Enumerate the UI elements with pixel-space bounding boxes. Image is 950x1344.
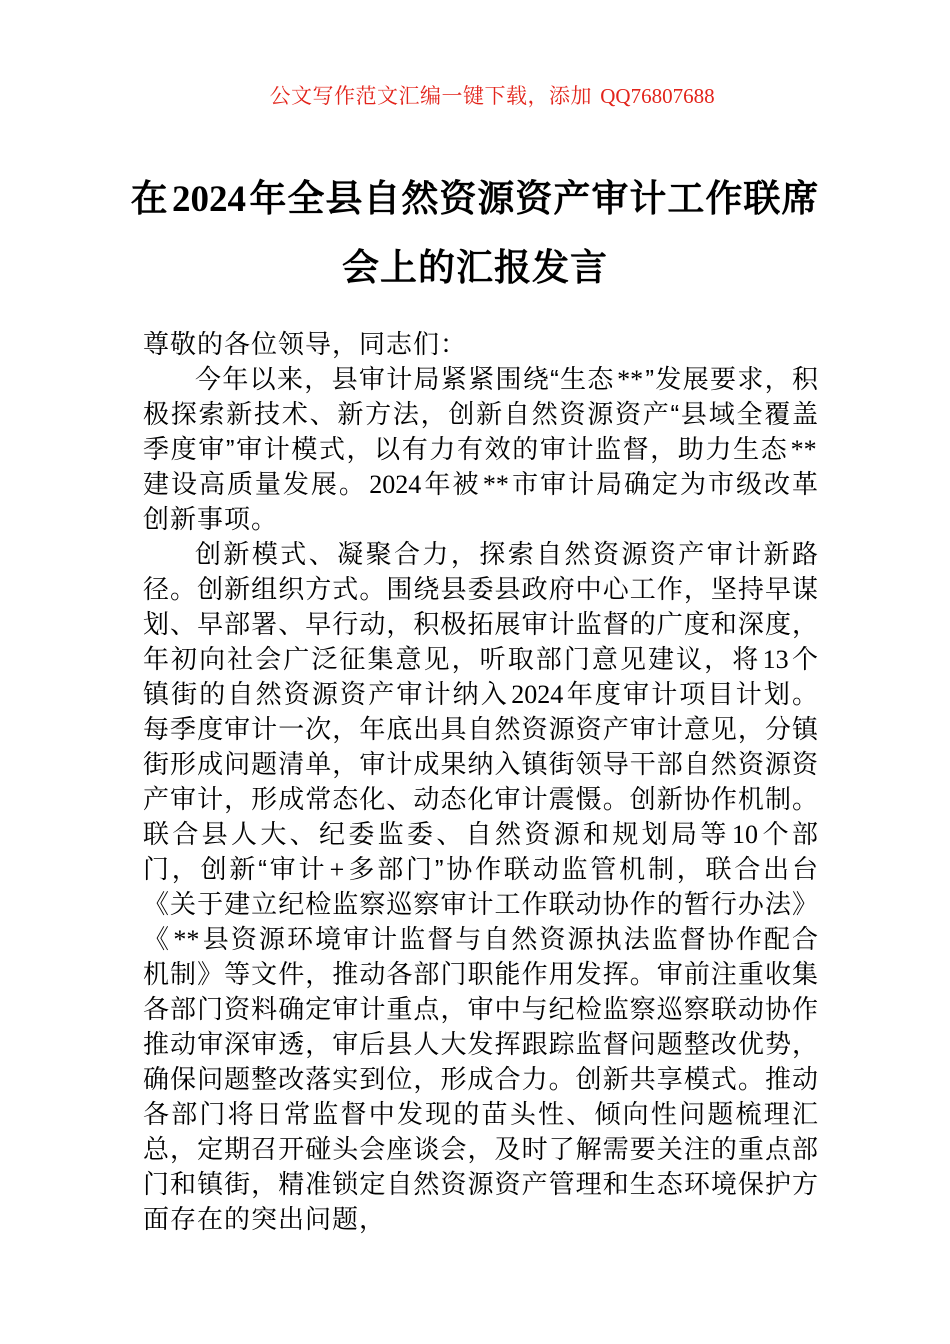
salutation-line: 尊敬的各位领导，同志们： [143, 329, 468, 359]
latin-run: 10 [731, 820, 758, 849]
paragraph: 创新模式、凝聚合力，探索自然资源资产审计新路径。创新组织方式。围绕县委县政府中心工作，坚持早谋划、早部署、早行动，积极拓展审计监督的广度和深度，年初向社会广泛征集意见，听取部门意见建议，将13个镇街的自然资源资产审计纳入2024年度审计项目计划。每季度审计一次，年底出具自然资源资产审计意见，分镇街形成问题清单，审计成果纳入镇街领导干部自然资源资产审计，形成常态化、动态化审计震慑。创新协作机制。联合县人大、纪委监委、自然资源和规划局等10个部门，创新“审计+多部门”协作联动监管机制，联合出台《关于建立纪检监察巡察审计工作联动协作的暂行办法》《**县资源环境审计监督与自然资源执法监督协作配合机制》等文件，推动各部门职能作用发挥。审前注重收集各部门资料确定审计重点，审中与纪检监察巡察联动协作推动审深审透，审后县人大发挥跟踪监督问题整改优势，确保问题整改落实到位，形成合力。创新共享模式。推动各部门将日常监督中发现的苗头性、倾向性问题梳理汇总，定期召开碰头会座谈会，及时了解需要关注的重点部门和镇街，精准锁定自然资源资产管理和生态环境保护方面存在的突出问题， [143, 539, 819, 1234]
promo-banner: 公文写作范文汇编一键下载，添加 QQ76807688 [269, 84, 715, 108]
latin-run: 13 [762, 645, 789, 674]
latin-run: ** [482, 470, 509, 499]
latin-run: ** [617, 365, 644, 394]
latin-run: ** [790, 435, 817, 464]
page-title: 在2024年全县自然资源资产审计工作联席会上的汇报发言 [130, 178, 820, 288]
latin-run: ** [173, 925, 200, 954]
document-body [143, 327, 819, 1237]
latin-run: QQ76807688 [600, 84, 715, 108]
latin-run: 2024 [511, 680, 564, 709]
latin-run: + [329, 855, 345, 884]
latin-run: 2024 [172, 179, 246, 220]
latin-run: 2024 [369, 470, 422, 499]
paragraph: 今年以来，县审计局紧紧围绕“生态**”发展要求，积极探索新技术、新方法，创新自然资源资产“县域全覆盖季度审”审计模式，以有力有效的审计监督，助力生态**建设高质量发展。2024年被**市审计局确定为市级改革创新事项。 [143, 364, 819, 534]
